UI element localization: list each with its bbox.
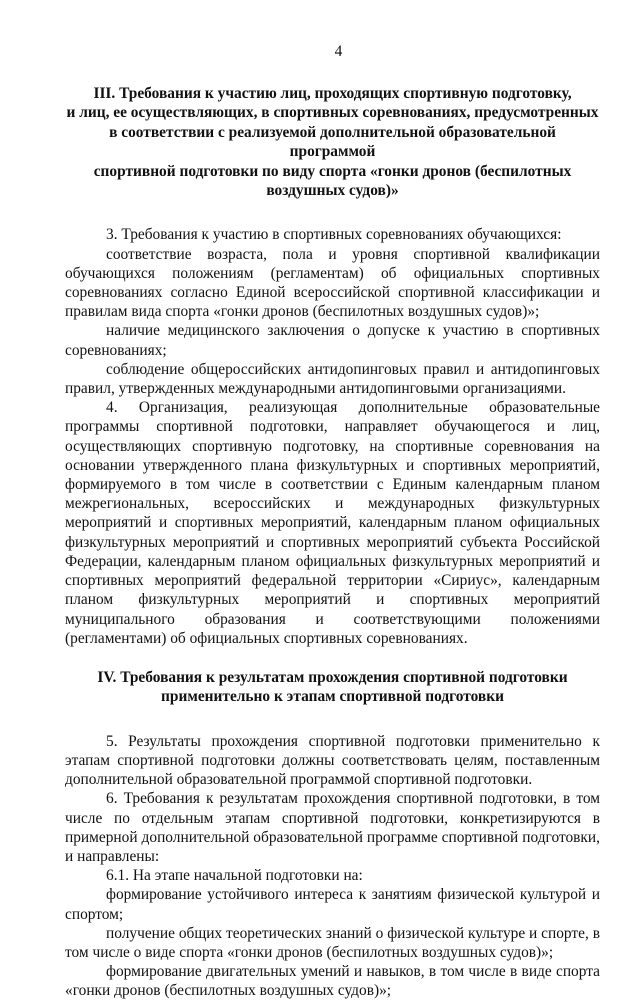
paragraph-6-1: 6.1. На этапе начальной подготовки на:	[106, 867, 363, 885]
paragraph-3-item-age: соответствие возраста, пола и уровня спортивной квалификации обучающихся положениям (регламентам) об официальных спортивных соревнованиях согласно Единой всероссийской спортивной классификации и правилам вида спорта «гонки дронов (беспилотных воздушных судов)»;	[65, 245, 600, 321]
page-number: 4	[334, 43, 343, 60]
section-3-heading-line: воздушных судов)»	[266, 182, 399, 200]
section-4-heading	[65, 668, 600, 707]
paragraph-6-1-item-skills: формирование двигательных умений и навыков, в том числе в виде спорта «гонки дронов (беспилотных воздушных судов)»;	[65, 963, 600, 1000]
section-3-heading	[65, 84, 600, 200]
section-3-heading-line: III. Требования к участию лиц, проходящих спортивную подготовку,	[93, 85, 572, 102]
section-3-heading-line: спортивной подготовки по виду спорта «гонки дронов (беспилотных	[93, 162, 572, 180]
paragraph-3-item-medical: наличие медицинского заключения о допуске к участию в спортивных соревнованиях;	[65, 322, 600, 359]
paragraph-6-1-item-interest: формирование устойчивого интереса к занятиям физической культурой и спортом;	[65, 886, 600, 923]
paragraph-6: 6. Требования к результатам прохождения спортивной подготовки, в том числе по отдельным этапам спортивной подготовки, конкретизируются в примерной дополнительной образовательной программе спортивной подготовки, и направлены:	[65, 790, 600, 865]
paragraph-4: 4. Организация, реализующая дополнительные образовательные программы спортивной подготовки, направляет обучающегося и лиц, осуществляющих спортивную подготовку, на спортивные соревнования на основании утвержденного плана физкультурных и спортивных мероприятий, формируемого в том числе в соответствии с Единым календарным планом межрегиональных, всероссийских и международных физкультурных мероприятий и спортивных мероприятий, календарным планом официальных физкультурных мероприятий и спортивных мероприятий субъекта Российской Федерации, календарным планом официальных физкультурных мероприятий и спортивных мероприятий федеральной территории «Сириус», календарным планом физкультурных мероприятий и спортивных мероприятий муниципального образования и соответствующими положениями (регламентами) об официальных спортивных соревнованиях.	[65, 399, 600, 647]
section-4-heading-line: применительно к этапам спортивной подготовки	[161, 688, 504, 706]
paragraph-6-1-item-knowledge: получение общих теоретических знаний о физической культуре и спорте, в том числе о виде спорта «гонки дронов (беспилотных воздушных судов)»;	[65, 924, 600, 961]
paragraph-5: 5. Результаты прохождения спортивной подготовки применительно к этапам спортивной подготовки должны соответствовать целям, поставленным дополнительной образовательной программой спортивной подготовки.	[65, 732, 600, 789]
paragraph-3-item-antidoping: соблюдение общероссийских антидопинговых правил и антидопинговых правил, утвержденных международными антидопинговыми организациями.	[65, 360, 600, 398]
paragraph-3: 3. Требования к участию в спортивных соревнованиях обучающихся:	[106, 226, 562, 244]
section-3-heading-line: и лиц, ее осуществляющих, в спортивных соревнованиях, предусмотренных	[66, 104, 599, 122]
section-4-heading-line: IV. Требования к результатам прохождения спортивной подготовки	[97, 668, 568, 686]
section-3-heading-line: в соответствии с реализуемой дополнительной образовательной программой	[109, 123, 556, 161]
